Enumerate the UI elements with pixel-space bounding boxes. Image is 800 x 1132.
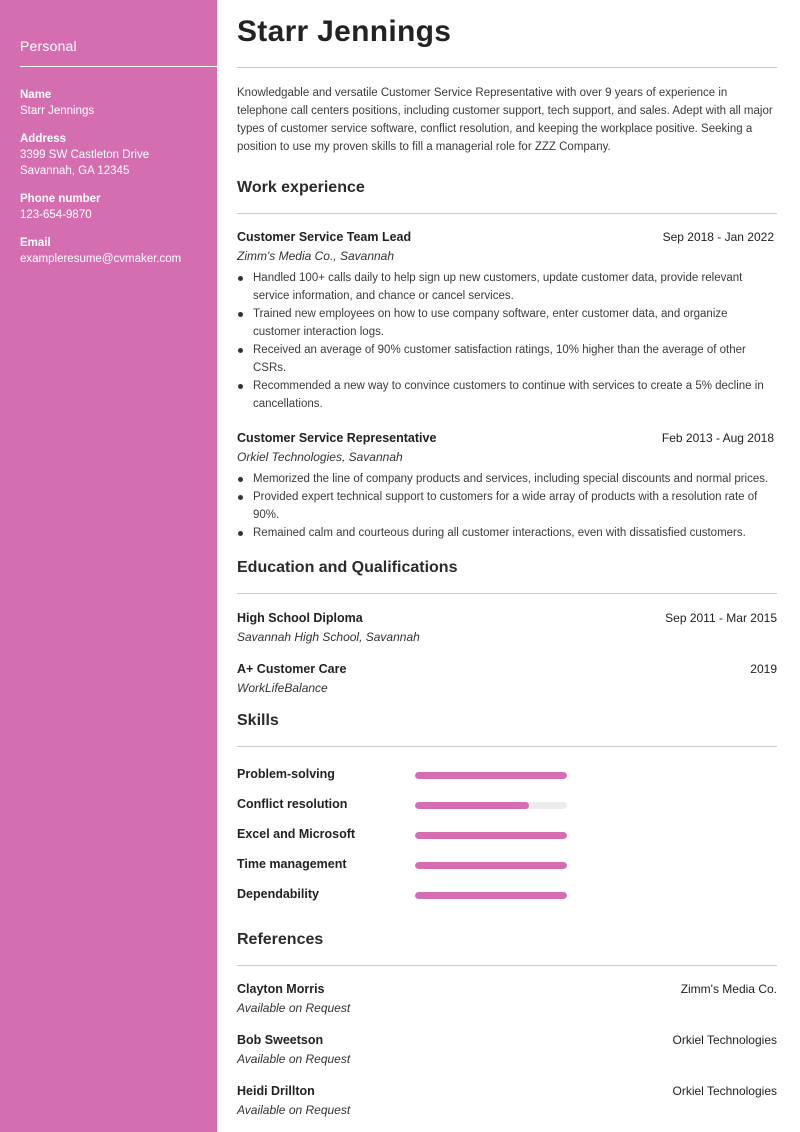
education-org: Savannah High School, Savannah [237,630,420,644]
job-dates: Feb 2013 - Aug 2018 [661,431,774,445]
page-title: Starr Jennings [237,15,452,48]
skills-divider [237,746,777,747]
bullet-item: Provided expert technical support to customers for a wide array of products with a resolution rate of 90%. [237,488,777,524]
skill-bar [415,772,567,779]
reference-name: Bob Sweetson [237,1033,324,1047]
education-divider [237,593,777,594]
job-title: Customer Service Representative [237,431,437,445]
skill-row [237,827,777,857]
work-divider [237,213,777,214]
job-entry [237,431,777,542]
skill-fill [415,892,567,899]
education-title: High School Diploma [237,611,363,625]
bullet-item: Trained new employees on how to use company software, enter customer data, and organize customer interaction logs. [237,305,777,341]
skill-name: Time management [237,857,347,871]
skills-list [237,767,777,917]
reference-name: Heidi Drillton [237,1084,315,1098]
skill-row [237,857,777,887]
skills-section [237,712,777,917]
summary-text: Knowledgable and versatile Customer Service Representative with over 9 years of experience in telephone call centers positions, including customer support, tech support, and sales. Adept with all major types of customer service software, conflict resolution, and keeping the workplace positive. Seeking a position to use my proven skills to fill a managerial role for ZZZ Company. [237,87,773,153]
email-value: exampleresume@cvmaker.com [20,253,182,265]
skill-row [237,767,777,797]
work-section [237,179,777,542]
sidebar-item-phone [20,191,217,223]
job-org: Zimm's Media Co., Savannah [237,249,395,263]
bullet-item: Recommended a new way to convince customers to continue with services to create a 5% decline in cancellations. [237,377,777,413]
reference-name: Clayton Morris [237,982,325,996]
bullet-item: Remained calm and courteous during all customer interactions, even with dissatisfied customers. [237,524,777,542]
reference-note: Available on Request [237,1103,351,1117]
education-org: WorkLifeBalance [237,681,328,695]
address-label: Address [20,133,67,145]
job-bullets [237,269,777,413]
reference-note: Available on Request [237,1052,351,1066]
skill-fill [415,832,567,839]
reference-entry [237,1084,777,1117]
education-section-title: Education and Qualifications [237,559,458,576]
reference-org: Zimm's Media Co. [680,982,777,996]
skill-fill [415,772,567,779]
bullet-item: Received an average of 90% customer satisfaction ratings, 10% higher than the average of other CSRs. [237,341,777,377]
skills-section-title: Skills [237,712,279,729]
sidebar-item-name [20,87,217,119]
job-org: Orkiel Technologies, Savannah [237,450,403,464]
reference-entry [237,982,777,1015]
reference-note: Available on Request [237,1001,351,1015]
education-entry [237,611,777,644]
skill-bar [415,862,567,869]
reference-entry [237,1033,777,1066]
education-title: A+ Customer Care [237,662,347,676]
sidebar-divider [20,66,217,67]
sidebar [0,0,217,1132]
reference-org: Orkiel Technologies [672,1084,777,1098]
skill-row [237,797,777,827]
phone-label: Phone number [20,193,101,205]
education-dates: Sep 2011 - Mar 2015 [665,611,777,625]
education-dates: 2019 [750,662,777,676]
job-bullets [237,470,777,542]
resume-main [237,0,777,1117]
sidebar-heading: Personal [20,38,77,54]
phone-value: 123-654-9870 [20,209,92,221]
skill-row [237,887,777,917]
sidebar-item-email [20,235,217,267]
references-section-title: References [237,931,324,948]
name-value: Starr Jennings [20,105,95,117]
references-divider [237,965,777,966]
work-section-title: Work experience [237,179,365,196]
sidebar-item-address [20,131,217,179]
skill-name: Dependability [237,887,319,901]
job-entry [237,230,777,413]
reference-org: Orkiel Technologies [672,1033,777,1047]
skill-name: Conflict resolution [237,797,348,811]
skill-bar [415,892,567,899]
job-title: Customer Service Team Lead [237,230,412,244]
skill-name: Excel and Microsoft [237,827,356,841]
skill-fill [415,802,529,809]
job-dates: Sep 2018 - Jan 2022 [662,230,774,244]
bullet-item: Handled 100+ calls daily to help sign up new customers, update customer data, provide relevant service information, and chance or cancel services. [237,269,777,305]
education-entry [237,662,777,695]
references-section [237,931,777,1117]
address-line-1: 3399 SW Castleton Drive [20,149,150,161]
email-label: Email [20,237,51,249]
skill-bar [415,802,567,809]
skill-fill [415,862,567,869]
skill-bar [415,832,567,839]
education-section [237,559,777,695]
address-line-2: Savannah, GA 12345 [20,165,130,177]
name-label: Name [20,89,52,101]
skill-name: Problem-solving [237,767,335,781]
title-divider [237,67,777,68]
bullet-item: Memorized the line of company products and services, including special discounts and normal prices. [237,470,777,488]
